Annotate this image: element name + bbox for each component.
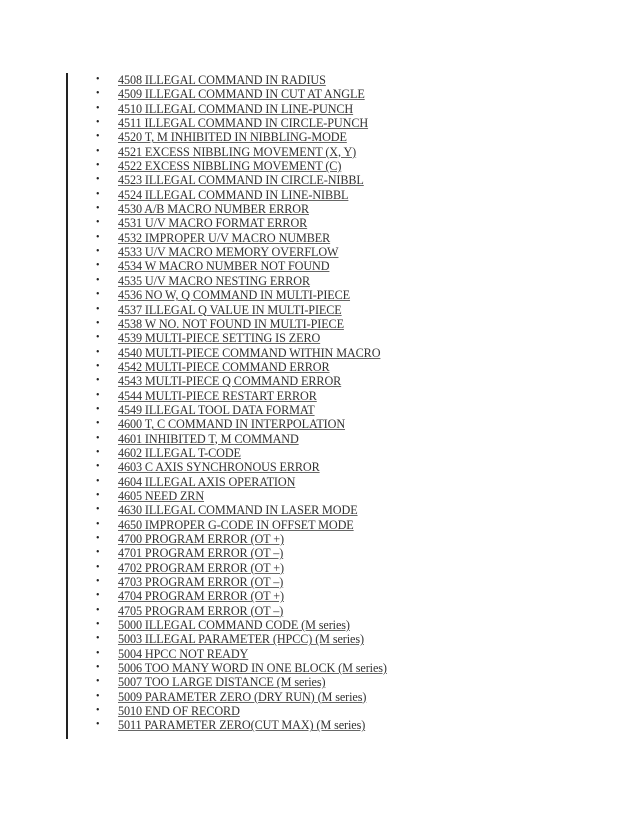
list-item <box>90 130 387 144</box>
bullet-icon: • <box>96 561 100 573</box>
list-item <box>90 274 387 288</box>
bullet-icon: • <box>96 533 100 544</box>
bullet-icon: • <box>96 690 100 702</box>
alarm-link[interactable]: 4605 NEED ZRN <box>118 488 205 503</box>
bullet-icon: • <box>96 360 100 372</box>
list-item <box>90 317 387 331</box>
alarm-link[interactable]: 5010 END OF RECORD <box>118 704 240 719</box>
alarm-link[interactable]: 4542 MULTI-PIECE COMMAND ERROR <box>118 359 330 374</box>
list-item <box>90 288 387 302</box>
bullet-icon: • <box>96 446 100 458</box>
bullet-icon: • <box>96 102 100 114</box>
list-item <box>90 102 387 116</box>
list-item <box>90 675 387 689</box>
list-item <box>90 116 387 130</box>
alarm-link[interactable]: 4537 ILLEGAL Q VALUE IN MULTI-PIECE <box>118 302 342 317</box>
alarm-link[interactable]: 5006 TOO MANY WORD IN ONE BLOCK (M series) <box>118 661 387 676</box>
alarm-link[interactable]: 4549 ILLEGAL TOOL DATA FORMAT <box>118 402 315 417</box>
alarm-link[interactable]: 4703 PROGRAM ERROR (OT –) <box>118 575 284 590</box>
list-item <box>90 259 387 273</box>
list-item <box>90 216 387 230</box>
alarm-link[interactable]: 5009 PARAMETER ZERO (DRY RUN) (M series) <box>118 689 367 704</box>
bullet-icon: • <box>96 518 100 530</box>
bullet-icon: • <box>96 217 100 229</box>
list-item <box>90 145 387 159</box>
alarm-link[interactable]: 4603 C AXIS SYNCHRONOUS ERROR <box>118 460 320 475</box>
bullet-icon: • <box>96 576 100 588</box>
alarm-link[interactable]: 4511 ILLEGAL COMMAND IN CIRCLE-PUNCH <box>118 116 369 131</box>
bullet-icon: • <box>96 647 100 659</box>
list-item <box>90 417 387 431</box>
alarm-link[interactable]: 5000 ILLEGAL COMMAND CODE (M series) <box>118 618 350 633</box>
bullet-icon: • <box>96 619 100 631</box>
list-item <box>90 159 387 173</box>
bullet-icon: • <box>96 375 100 387</box>
alarm-link[interactable]: 4630 ILLEGAL COMMAND IN LASER MODE <box>118 503 358 518</box>
bullet-icon: • <box>96 719 100 731</box>
alarm-link[interactable]: 4538 W NO. NOT FOUND IN MULTI-PIECE <box>118 316 344 331</box>
bullet-icon: • <box>96 590 100 602</box>
list-item <box>90 532 387 546</box>
alarm-link[interactable]: 4520 T, M INHIBITED IN NIBBLING-MODE <box>118 130 347 145</box>
alarm-link[interactable]: 4521 EXCESS NIBBLING MOVEMENT (X, Y) <box>118 144 357 159</box>
bullet-icon: • <box>96 676 100 688</box>
alarm-link[interactable]: 4535 U/V MACRO NESTING ERROR <box>118 273 310 288</box>
bullet-icon: • <box>96 332 100 344</box>
list-item <box>90 173 387 187</box>
alarm-link[interactable]: 4532 IMPROPER U/V MACRO NUMBER <box>118 230 331 245</box>
alarm-link[interactable]: 4539 MULTI-PIECE SETTING IS ZERO <box>118 331 321 346</box>
list-item <box>90 460 387 474</box>
list-item <box>90 518 387 532</box>
alarm-link[interactable]: 4543 MULTI-PIECE Q COMMAND ERROR <box>118 374 342 389</box>
list-item <box>90 446 387 460</box>
alarm-link[interactable]: 4508 ILLEGAL COMMAND IN RADIUS <box>118 73 326 87</box>
list-item <box>90 389 387 403</box>
list-item <box>90 575 387 589</box>
bullet-icon: • <box>96 74 100 85</box>
bullet-icon: • <box>96 489 100 501</box>
list-item <box>90 303 387 317</box>
alarm-link[interactable]: 4701 PROGRAM ERROR (OT –) <box>118 546 284 561</box>
list-item <box>90 87 387 101</box>
list-item <box>90 360 387 374</box>
list-item <box>90 546 387 560</box>
list-item <box>90 475 387 489</box>
alarm-link[interactable]: 4530 A/B MACRO NUMBER ERROR <box>118 202 309 217</box>
alarm-link[interactable]: 4531 U/V MACRO FORMAT ERROR <box>118 216 308 231</box>
bullet-icon: • <box>96 188 100 200</box>
alarm-link[interactable]: 4510 ILLEGAL COMMAND IN LINE-PUNCH <box>118 101 354 116</box>
list-item <box>90 718 387 732</box>
list-item <box>90 346 387 360</box>
alarm-link[interactable]: 4523 ILLEGAL COMMAND IN CIRCLE-NIBBL <box>118 173 364 188</box>
alarm-link[interactable]: 4544 MULTI-PIECE RESTART ERROR <box>118 388 317 403</box>
alarm-link[interactable]: 4509 ILLEGAL COMMAND IN CUT AT ANGLE <box>118 87 365 102</box>
bullet-icon: • <box>96 174 100 186</box>
list-item <box>90 432 387 446</box>
alarm-link[interactable]: 4522 EXCESS NIBBLING MOVEMENT (C) <box>118 159 342 174</box>
alarm-link[interactable]: 4534 W MACRO NUMBER NOT FOUND <box>118 259 330 274</box>
bullet-icon: • <box>96 432 100 444</box>
bullet-icon: • <box>96 260 100 272</box>
bullet-icon: • <box>96 604 100 616</box>
list-item <box>90 73 387 87</box>
list-item <box>90 245 387 259</box>
alarm-link[interactable]: 4524 ILLEGAL COMMAND IN LINE-NIBBL <box>118 187 349 202</box>
bullet-icon: • <box>96 504 100 516</box>
alarm-link[interactable]: 4704 PROGRAM ERROR (OT +) <box>118 589 284 604</box>
bullet-icon: • <box>96 88 100 100</box>
list-item <box>90 231 387 245</box>
alarm-link[interactable]: 5004 HPCC NOT READY <box>118 646 249 661</box>
alarm-link[interactable]: 4536 NO W, Q COMMAND IN MULTI-PIECE <box>118 288 351 303</box>
alarm-link[interactable]: 4604 ILLEGAL AXIS OPERATION <box>118 474 296 489</box>
alarm-link[interactable]: 4705 PROGRAM ERROR (OT –) <box>118 603 284 618</box>
alarm-link[interactable]: 4702 PROGRAM ERROR (OT +) <box>118 560 284 575</box>
list-item <box>90 503 387 517</box>
bullet-icon: • <box>96 145 100 157</box>
bullet-icon: • <box>96 289 100 301</box>
bullet-icon: • <box>96 131 100 143</box>
bullet-icon: • <box>96 117 100 129</box>
alarm-link[interactable]: 5003 ILLEGAL PARAMETER (HPCC) (M series) <box>118 632 364 647</box>
alarm-link[interactable]: 4650 IMPROPER G-CODE IN OFFSET MODE <box>118 517 354 532</box>
list-item <box>90 202 387 216</box>
bullet-icon: • <box>96 303 100 315</box>
list-item <box>90 632 387 646</box>
bullet-icon: • <box>96 475 100 487</box>
list-item <box>90 661 387 675</box>
alarm-link[interactable]: 4601 INHIBITED T, M COMMAND <box>118 431 299 446</box>
list-item <box>90 604 387 618</box>
list-item <box>90 331 387 345</box>
bullet-icon: • <box>96 547 100 559</box>
bullet-icon: • <box>96 274 100 286</box>
bullet-icon: • <box>96 705 100 717</box>
list-item <box>90 704 387 718</box>
list-item <box>90 618 387 632</box>
bullet-icon: • <box>96 231 100 243</box>
alarm-code-list <box>90 73 387 733</box>
list-item <box>90 188 387 202</box>
bullet-icon: • <box>96 389 100 401</box>
bullet-icon: • <box>96 403 100 415</box>
alarm-link[interactable]: 4600 T, C COMMAND IN INTERPOLATION <box>118 417 346 432</box>
bullet-icon: • <box>96 418 100 430</box>
bullet-icon: • <box>96 346 100 358</box>
list-item <box>90 374 387 388</box>
alarm-link[interactable]: 4602 ILLEGAL T-CODE <box>118 445 241 460</box>
alarm-link[interactable]: 5007 TOO LARGE DISTANCE (M series) <box>118 675 326 690</box>
bullet-icon: • <box>96 203 100 215</box>
bullet-icon: • <box>96 160 100 172</box>
alarm-link[interactable]: 4540 MULTI-PIECE COMMAND WITHIN MACRO <box>118 345 381 360</box>
bullet-icon: • <box>96 461 100 473</box>
bullet-icon: • <box>96 662 100 674</box>
list-item <box>90 561 387 575</box>
list-item <box>90 489 387 503</box>
list-item <box>90 690 387 704</box>
list-item <box>90 647 387 661</box>
alarm-link[interactable]: 4700 PROGRAM ERROR (OT +) <box>118 532 284 546</box>
bullet-icon: • <box>96 633 100 645</box>
alarm-link[interactable]: 5011 PARAMETER ZERO(CUT MAX) (M series) <box>118 718 366 733</box>
left-margin-rule <box>66 73 68 739</box>
list-item <box>90 403 387 417</box>
alarm-link[interactable]: 4533 U/V MACRO MEMORY OVERFLOW <box>118 245 339 260</box>
list-item <box>90 589 387 603</box>
bullet-icon: • <box>96 246 100 258</box>
bullet-icon: • <box>96 317 100 329</box>
